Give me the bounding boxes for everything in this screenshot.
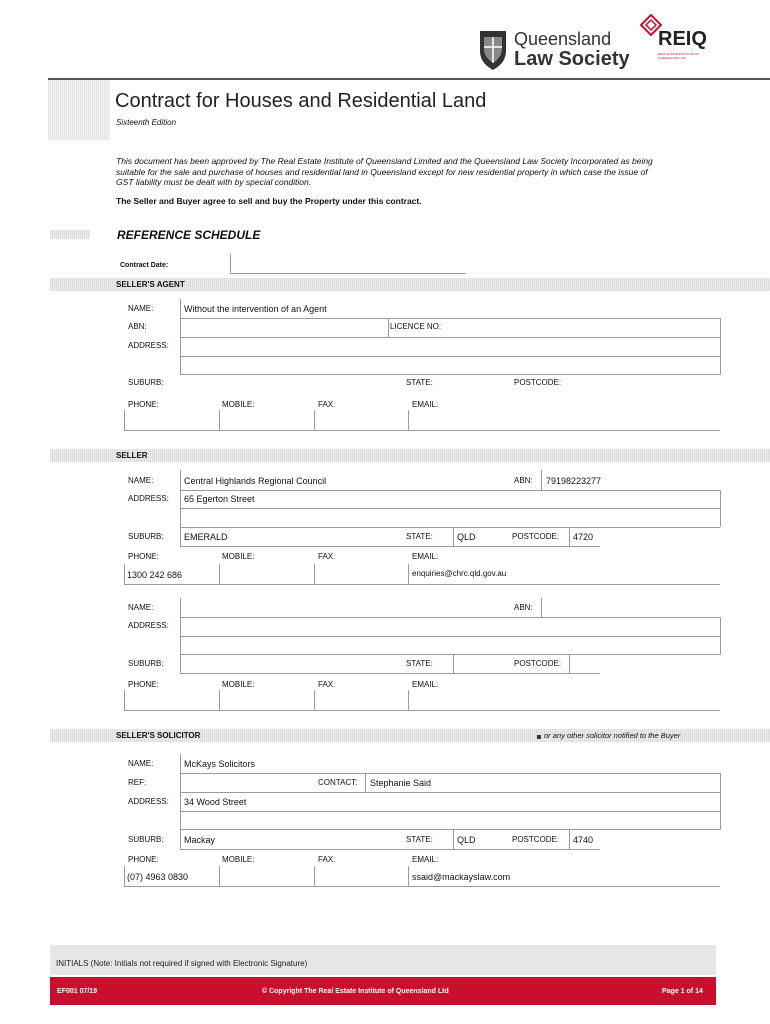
contract-date-field[interactable] [232, 255, 464, 272]
solicitor-state-value[interactable]: QLD [457, 835, 476, 845]
divider [124, 430, 720, 431]
left-margin-shade [48, 80, 110, 140]
page-title: Contract for Houses and Residential Land [115, 90, 487, 112]
sellers-agent-heading: SELLER'S AGENT [116, 280, 185, 289]
divider [541, 470, 542, 490]
divider [408, 690, 409, 710]
seller-abn-label: ABN: [514, 476, 533, 485]
divider [408, 866, 409, 886]
agent-address-label: ADDRESS: [128, 341, 169, 350]
solicitor-state-label: STATE: [406, 835, 433, 844]
initials-label: INITIALS (Note: Initials not required if signed with Electronic Signature) [56, 959, 308, 968]
divider [314, 690, 315, 710]
divider [180, 527, 181, 547]
solicitor-email-value[interactable]: ssaid@mackayslaw.com [412, 872, 511, 882]
contract-date-label: Contract Date: [120, 262, 169, 269]
qls-crest-icon [478, 29, 508, 71]
divider [219, 690, 220, 710]
solicitor-suburb-value[interactable]: Mackay [184, 835, 216, 845]
solicitor-suburb-label: SUBURB: [128, 835, 164, 844]
divider [314, 866, 315, 886]
divider [365, 773, 366, 792]
divider [720, 318, 721, 375]
divider [720, 773, 721, 830]
seller-state-label: STATE: [406, 532, 433, 541]
seller2-phone-label: PHONE: [128, 680, 159, 689]
divider [124, 710, 720, 711]
divider [569, 527, 570, 547]
solicitor-heading: SELLER'S SOLICITOR [116, 731, 201, 740]
divider [408, 410, 409, 430]
divider [180, 829, 181, 849]
solicitor-phone-value[interactable]: (07) 4963 0830 [127, 872, 189, 882]
divider [180, 636, 720, 637]
divider [219, 410, 220, 430]
seller-email-value[interactable]: enquiries@chrc.qld.gov.au [412, 569, 507, 578]
reiq-subtext: REAL ESTATE INSTITUTE OF QUEENSLAND LTD [658, 52, 700, 60]
seller-suburb-label: SUBURB: [128, 532, 164, 541]
divider [569, 829, 570, 849]
divider [388, 318, 389, 337]
agent-abn-label: ABN: [128, 322, 147, 331]
divider [124, 410, 125, 430]
divider [720, 617, 721, 655]
solicitor-address-value[interactable]: 34 Wood Street [184, 797, 247, 807]
agent-mobile-label: MOBILE: [222, 400, 255, 409]
divider [180, 337, 720, 338]
divider [180, 829, 720, 830]
divider [180, 546, 600, 547]
solicitor-ref-label: REF: [128, 778, 147, 787]
seller-fax-label: FAX: [318, 552, 336, 561]
divider [124, 690, 125, 710]
seller2-mobile-label: MOBILE: [222, 680, 255, 689]
divider [180, 508, 720, 509]
agent-postcode-label: POSTCODE: [514, 378, 562, 387]
divider [453, 829, 454, 849]
solicitor-name-value[interactable]: McKays Solicitors [184, 759, 256, 769]
seller2-abn-label: ABN: [514, 603, 533, 612]
seller2-state-label: STATE: [406, 659, 433, 668]
divider [180, 374, 720, 375]
seller-state-value[interactable]: QLD [457, 532, 476, 542]
divider [180, 598, 181, 655]
divider [180, 792, 720, 793]
divider [180, 654, 181, 674]
divider [124, 866, 125, 886]
solicitor-contact-label: CONTACT: [318, 778, 358, 787]
seller-phone-value[interactable]: 1300 242 686 [127, 570, 183, 580]
divider [180, 470, 181, 527]
divider [180, 490, 720, 491]
seller-heading: SELLER [116, 451, 148, 460]
agent-licence-label: LICENCE NO: [390, 322, 442, 331]
seller-postcode-value[interactable]: 4720 [573, 532, 594, 542]
seller2-fax-label: FAX: [318, 680, 336, 689]
agent-name-value[interactable]: Without the intervention of an Agent [184, 304, 327, 314]
agent-email-label: EMAIL: [412, 400, 439, 409]
seller-address-value[interactable]: 65 Egerton Street [184, 494, 255, 504]
divider [180, 527, 720, 528]
seller2-suburb-label: SUBURB: [128, 659, 164, 668]
divider [541, 598, 542, 618]
seller2-address-label: ADDRESS: [128, 621, 169, 630]
seller-name-label: NAME: [128, 476, 154, 485]
footer-page: Page 1 of 14 [662, 988, 703, 995]
qls-line2: Law Society [514, 48, 630, 70]
solicitor-phone-label: PHONE: [128, 855, 159, 864]
schedule-marker [50, 230, 90, 239]
seller-suburb-value[interactable]: EMERALD [184, 532, 228, 542]
divider [180, 849, 600, 850]
divider [219, 564, 220, 584]
agent-name-label: NAME: [128, 304, 154, 313]
divider [180, 673, 600, 674]
seller-postcode-label: POSTCODE: [512, 532, 560, 541]
divider [124, 564, 125, 584]
seller-abn-value[interactable]: 79198223277 [546, 476, 602, 486]
divider [180, 654, 720, 655]
seller2-name-label: NAME: [128, 603, 154, 612]
agent-suburb-label: SUBURB: [128, 378, 164, 387]
solicitor-postcode-value[interactable]: 4740 [573, 835, 594, 845]
schedule-title: REFERENCE SCHEDULE [117, 228, 261, 242]
seller2-email-label: EMAIL: [412, 680, 439, 689]
seller-bar [50, 449, 770, 462]
divider [314, 564, 315, 584]
solicitor-postcode-label: POSTCODE: [512, 835, 560, 844]
seller-name-value[interactable]: Central Highlands Regional Council [184, 476, 327, 486]
divider [180, 318, 720, 319]
reiq-logo [640, 14, 720, 70]
solicitor-fax-label: FAX: [318, 855, 336, 864]
divider [180, 811, 720, 812]
solicitor-contact-value[interactable]: Stephanie Said [370, 778, 432, 788]
edition: Sixteenth Edition [116, 118, 177, 127]
seller-phone-label: PHONE: [128, 552, 159, 561]
bullet-icon [537, 735, 541, 739]
header-rule [48, 78, 770, 80]
solicitor-note: or any other solicitor notified to the Buyer [544, 731, 681, 740]
divider [124, 584, 720, 585]
solicitor-address-label: ADDRESS: [128, 797, 169, 806]
divider [230, 254, 231, 274]
footer-code: EF001 07/19 [57, 988, 98, 995]
divider [720, 490, 721, 527]
footer-copyright: © Copyright The Real Estate Institute of Queensland Ltd [262, 988, 449, 995]
agent-state-label: STATE: [406, 378, 433, 387]
seller-email-label: EMAIL: [412, 552, 439, 561]
divider [180, 617, 720, 618]
divider [569, 654, 570, 674]
divider [180, 773, 720, 774]
intro-text: This document has been approved by The Real Estate Institute of Queensland Limited and the Queensland Law Society Incorporated as being suitable for the sale and purchase of houses and residential land in Queensland except for new residential property in which case the issue of GST liability must be dealt with by special condition. [116, 156, 653, 187]
qls-line1: Queensland [514, 29, 612, 49]
seller2-postcode-label: POSTCODE: [514, 659, 562, 668]
divider [314, 410, 315, 430]
divider [453, 527, 454, 547]
agree-text: The Seller and Buyer agree to sell and buy the Property under this contract. [116, 196, 422, 206]
divider [453, 654, 454, 674]
divider [124, 886, 720, 887]
agent-phone-label: PHONE: [128, 400, 159, 409]
solicitor-mobile-label: MOBILE: [222, 855, 255, 864]
seller-mobile-label: MOBILE: [222, 552, 255, 561]
divider [230, 273, 466, 274]
solicitor-email-label: EMAIL: [412, 855, 439, 864]
seller-address-label: ADDRESS: [128, 494, 169, 503]
divider [219, 866, 220, 886]
divider [180, 356, 720, 357]
agent-fax-label: FAX: [318, 400, 336, 409]
reiq-text: REIQ [658, 28, 707, 50]
solicitor-name-label: NAME: [128, 759, 154, 768]
qls-logo [478, 29, 638, 73]
divider [408, 564, 409, 584]
